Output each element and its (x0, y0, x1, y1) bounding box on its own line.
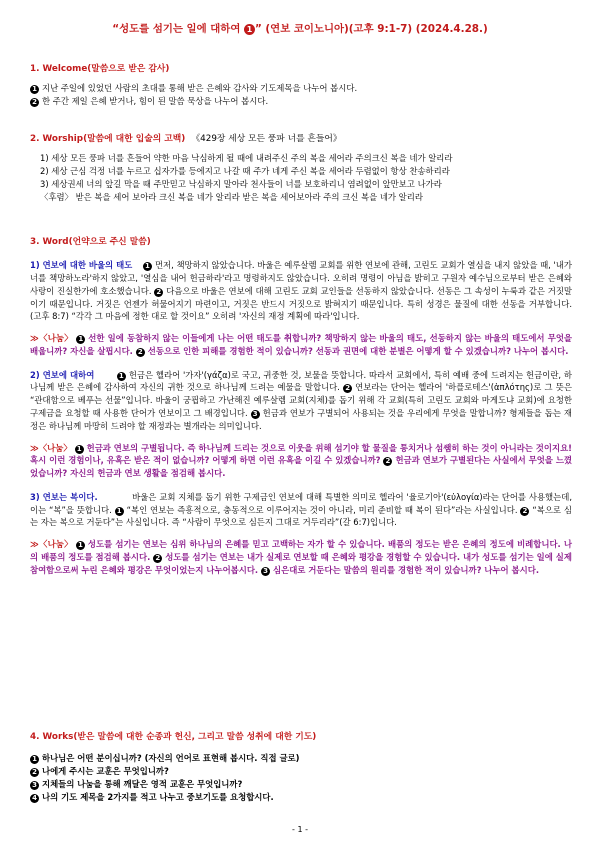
number-circle-icon: 4 (30, 794, 39, 803)
hymn-verse: 1) 세상 모든 풍파 너를 흔들어 약한 마음 낙심하게 될 때에 내려주신 주의 복을 세어라 주의크신 복을 네가 알리라 (40, 153, 453, 164)
number-circle-icon: 1 (76, 335, 85, 344)
number-circle-icon: 2 (154, 288, 163, 297)
subsection-title: 2) 연보에 대하여 (30, 369, 95, 380)
word-paragraph-1: 1) 연보에 대한 바울의 태도 1 먼저, 책망하지 않았습니다. 바울은 예루살렘 교회를 위한 연보에 관해, 고린도 교회가 열심을 내지 않았을 때, '내가 너를 책망하노라'하지 않았고, '열심을 내어 헌금하라'라고 명령하지도 않았습니다. 오히려 명령이 아님을 밝히고 구원자 예수님으로부터 받은 은혜와 사랑이 진실한가에 호소했습니다. 2 다음으로 바울은 연보에 대해 고린도 교회 교인들을 선동하지 않았습니다. 선동은 그 속성이 누룩과 같은 거짓말이기 때문입니다. 거짓은 언젠가 허물어지기 마련이고, 거짓은 반드시 거짓으로 밝혀지기 때문입니다. 특히 성경은 물질에 대한 선동을 거부합니다. (고후 8:7) “각각 그 마음에 정한 대로 할 것이요” 오히려 '자신의 재정 계획에 따라'입니다. (30, 260, 572, 322)
number-circle-icon: 2 (136, 348, 145, 357)
number-circle-icon: 1 (30, 85, 39, 94)
number-circle-icon: 2 (520, 507, 529, 516)
worship-heading-text: 2. Worship(말씀에 대한 입술의 고백) (30, 134, 186, 144)
hymn-title: 《429장 세상 모든 풍파 너를 흔들어》 (191, 134, 342, 144)
number-circle-icon: 3 (261, 567, 270, 576)
title-number-badge: 1 (244, 24, 255, 35)
number-circle-icon: 1 (115, 507, 124, 516)
welcome-item (30, 95, 572, 108)
number-circle-icon: 1 (143, 262, 152, 271)
hymn-verse: 3) 세상권세 너의 앞길 막을 때 주만믿고 낙심하지 말아라 천사들이 너를 보호하리니 염려없이 앞만보고 나가라 (40, 178, 442, 189)
welcome-item (30, 82, 572, 95)
number-circle-icon: 3 (30, 781, 39, 790)
share-block-1: ≫〈나눔〉 1 선한 일에 동참하지 않는 이들에게 나는 어떤 태도를 취합니까? 책망하지 않는 바울의 태도, 선동하지 않는 바울의 태도에서 무엇을 배웁니까? 자신을 살핍시다. 2 선동으로 인한 피해를 경험한 적이 있습니까? 선동과 권면에 대한 분별은 어떻게 할 수 있겠습니까? 나누어 봅시다. (30, 333, 573, 356)
number-circle-icon: 1 (117, 372, 126, 381)
number-circle-icon: 2 (30, 98, 39, 107)
works-heading: 4. Works(받은 말씀에 대한 순종과 헌신, 그리고 말씀 성취에 대한 기도) (30, 732, 317, 742)
welcome-item-text: 지난 주일에 있었던 사람의 초대를 통해 받은 은혜와 감사와 기도제목을 나누어 봅시다. (42, 83, 358, 94)
share-block-2: ≫〈나눔〉 1 헌금과 연보의 구별됩니다. 즉 하나님께 드리는 것으로 이웃을 위해 섬기야 할 물질을 통치거나 섬쌤히 하는 것이 아니라는 것이지요! 혹시 이런 경험이나, 유혹은 받은 적이 없습니까? 어떻게 하면 이런 유혹을 이길 수 있겠습니까? 2 헌금과 연보가 구별된다는 사실에서 무엇을 느꼈었습니까? 자신의 헌금과 연보 생활을 점검해 봅시다. (30, 442, 572, 479)
works-item: 3 지체들의 나눔을 통해 깨달은 영적 교훈은 무엇입니까? (30, 778, 572, 791)
subsection-title: 3) 연보는 복이다. (30, 491, 98, 502)
word-section (30, 236, 572, 576)
share-tag: ≫〈나눔〉 (30, 442, 72, 453)
number-circle-icon: 2 (30, 768, 39, 777)
welcome-section (30, 63, 572, 108)
welcome-item-text: 한 주간 제일 은혜 받거나, 힘이 된 말씀 묵상을 나누어 봅시다. (42, 96, 269, 107)
number-circle-icon: 2 (383, 457, 392, 466)
works-item: 2 나에게 주시는 교훈은 무엇입니까? (30, 765, 572, 778)
share-tag: ≫〈나눔〉 (30, 539, 73, 550)
number-circle-icon: 1 (75, 445, 84, 454)
share-block-3: ≫〈나눔〉 1 성도를 섬기는 연보는 심위 하나님의 은혜를 믿고 고백하는 자가 할 수 있습니다. 배품의 정도는 받은 은혜의 정도에 비례합니다. 나의 배품의 정도를 점검해 봅시다. 2 성도를 섬기는 연보는 내가 실제로 연보할 때 은혜와 평강을 경험할 수 있습니다. 내가 성도를 섬기는 일에 실제 참여함으로써 누린 은혜와 평강은 무엇이었는지 나누어봅시다. 3 심은대로 거둔다는 말씀의 원리를 경험한 적이 있습니까? 나누어 봅시다. (30, 539, 572, 575)
number-circle-icon: 1 (76, 541, 85, 550)
welcome-heading: 1. Welcome(말씀으로 받은 감사) (30, 64, 170, 74)
works-item: 1 하나님은 어떤 분이십니까? (자신의 언어로 표현해 봅시다. 직접 글로) (30, 752, 572, 765)
share-tag: ≫〈나눔〉 (30, 333, 73, 344)
title-text: “성도를 섬기는 일에 대하여 (112, 23, 241, 35)
title-subtitle: ” (연보 코이노니아)(고후 9:1-7) (2024.4.28.) (254, 23, 488, 35)
number-circle-icon: 2 (153, 554, 162, 563)
number-circle-icon: 2 (343, 384, 352, 393)
word-paragraph-3: 3) 연보는 복이다. 바울은 교회 지체를 돕기 위한 구제금인 연보에 대해 특별한 의미로 헬라어 '율로기아'(εὐλογία)라는 단어를 사용했는데, 이는 “복”을 뜻합니다. 1 “복인 연보는 즉흥적으로, 충동적으로 이루어지는 것이 아니라, 미리 준비할 때 복이 된다”라는 사실입니다. 2 “복으로 심는 자는 복으로 거둔다”는 사실입니다. 즉 “사람이 무엇으로 심든지 그대로 거두리라”(갈 6:7)입니다. (30, 491, 572, 528)
hymn-verse: 2) 세상 근심 걱정 너를 누르고 십자가를 등에지고 나갈 때 주가 네게 주신 복을 세어라 두렴없이 항상 찬송하리라 (40, 166, 450, 177)
number-circle-icon: 3 (251, 410, 260, 419)
document-title (0, 22, 600, 38)
word-heading: 3. Word(언약으로 주신 말씀) (30, 237, 151, 247)
works-section (30, 731, 572, 803)
word-paragraph-2: 2) 연보에 대하여 1 헌금은 헬라어 '가자'(γάζα)로 국고, 귀중한 것, 보물을 뜻합니다. 따라서 교회에서, 특히 예배 중에 드려지는 헌금이란, 하나님께 받은 은혜에 감사하여 자신의 귀한 것으로 하나님께 드려는 예물을 말합니다. 2 연보라는 단어는 헬라어 '하플로테스'(ἁπλότης)로 그 뜻은 “관대함으로 베푸는 선물”입니다. 바울이 궁핍하고 가난해진 예루살렘 교회(지체)를 돕기 위해 각 교회(특히 고린도 교회와 마게도냐 교회)에 요청한 구제금을 요청할 때 사용한 단어가 연보이고 그 배경입니다. 3 헌금과 연보가 구별되어 사용되는 것을 우리에게 무엇을 말합니까? 형제들을 돕는 재정은 하나님께 마땅히 드려야 할 재정과는 별개라는 의미입니다. (30, 369, 572, 431)
page-number: - 1 - (292, 825, 308, 834)
worship-section (30, 133, 572, 203)
subsection-title: 1) 연보에 대한 바울의 태도 (30, 260, 133, 271)
works-item: 4 나의 기도 제목을 2가지를 적고 나누고 중보기도를 요청합시다. (30, 791, 572, 804)
worship-heading (30, 133, 572, 146)
hymn-chorus: 〈후렴〉 받은 복을 세어 보아라 크신 복을 네가 알리라 받은 복을 세어보아라 주의 크신 복을 네가 알리라 (40, 191, 423, 202)
number-circle-icon: 1 (30, 755, 39, 764)
